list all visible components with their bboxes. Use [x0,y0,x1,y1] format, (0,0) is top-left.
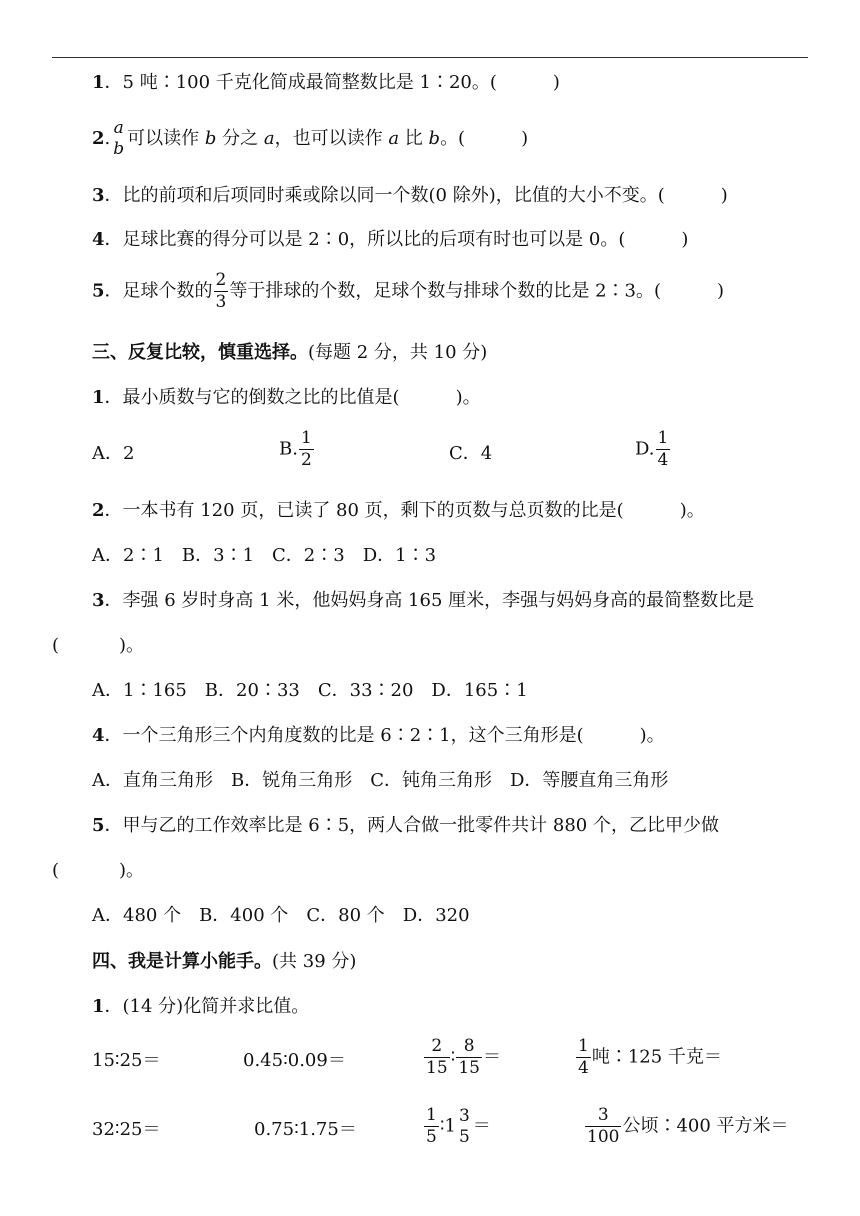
fraction: $\frac{3}{100}$ [587,1105,620,1147]
mc-5-options: A．480 个 B．400 个 C．80 个 D．320 [92,905,470,926]
item-number: 5 [92,280,105,302]
tf-item-3: 3．比的前项和后项同时乘或除以同一个数(0 除外)，比值的大小不变。( ) [92,185,728,206]
item-number: 3 [92,590,105,611]
item-text: 5 吨∶100 千克化简成最简整数比是 1∶20。( [122,72,497,93]
mc-3-continuation: ( )。 [52,635,145,656]
fraction: 3 5 [458,1105,470,1147]
calc-item-1: 1．(14 分)化简并求比值。 [92,996,310,1017]
fraction: $\frac{1}{2}$ [300,428,312,470]
item-number: 4 [92,229,105,250]
section-3-heading: 三、反复比较，慎重选择。(每题 2 分，共 10 分) [92,342,488,363]
item-text: 比的前项和后项同时乘或除以同一个数(0 除外)，比值的大小不变。( [122,185,665,206]
mc-1-option-b: B. $\frac{1}{2}$ [279,428,312,470]
mc-5-continuation: ( )。 [52,860,145,881]
calc-row1-expr4: $\frac{1}{4}$ 吨∶125 千克＝ [578,1036,722,1078]
calc-row1-expr3: $\frac{2}{15}$ ∶ $\frac{8}{15}$ ＝ [426,1036,501,1078]
tf-item-2: 2. a b 可以读作 b 分之 a，也可以读作 a 比 b。( ) [92,118,529,159]
item-number: 4 [92,725,105,746]
calc-row2-expr2: 0.75∶1.75＝ [254,1119,357,1140]
mc-2-options: A．2∶1 B．3∶1 C．2∶3 D．1∶3 [92,545,437,566]
fraction: $\frac{2}{15}$ [426,1036,448,1078]
mc-item-2: 2．一本书有 120 页，已读了 80 页，剩下的页数与总页数的比是( )。 [92,500,705,521]
mc-3-options: A．1∶165 B．20∶33 C．33∶20 D．165∶1 [92,680,528,701]
calc-row1-expr1: 15∶25＝ [92,1050,161,1071]
item-number: 1 [92,72,105,93]
calc-row2-expr3: $\frac{1}{5}$ ∶1 3 5 ＝ [426,1105,491,1147]
mc-item-1: 1．最小质数与它的倒数之比的比值是( )。 [92,387,481,408]
mc-item-3: 3．李强 6 岁时身高 1 米，他妈妈身高 165 厘米，李强与妈妈身高的最简整数比是 [92,590,755,611]
item-number: 2 [92,128,105,149]
item-number: 5 [92,815,105,836]
fraction: $\frac{2}{3}$ [215,270,227,312]
calc-row1-expr2: 0.45∶0.09＝ [243,1050,346,1071]
mc-item-4: 4．一个三角形三个内角度数的比是 6∶2∶1，这个三角形是( )。 [92,725,665,746]
item-number: 1 [92,996,105,1017]
item-text: 足球比赛的得分可以是 2∶0，所以比的后项有时也可以是 0。( [122,229,626,250]
fraction: $\frac{1}{4}$ [578,1036,589,1078]
mc-1-option-d: D. $\frac{1}{4}$ [635,428,669,470]
fraction: $\frac{8}{15}$ [458,1036,480,1078]
mc-4-options: A．直角三角形 B．锐角三角形 C．钝角三角形 D．等腰直角三角形 [92,770,669,791]
item-number: 1 [92,387,105,408]
item-number: 3 [92,185,105,206]
mc-1-option-c: C．4 [449,443,493,464]
fraction: $\frac{1}{5}$ [426,1105,437,1147]
fraction: a b [113,118,125,159]
item-number: 2 [92,500,105,521]
section-4-heading: 四、我是计算小能手。(共 39 分) [92,951,357,972]
tf-item-1: 1．5 吨∶100 千克化简成最简整数比是 1∶20。( ) [92,72,560,93]
tf-item-4: 4．足球比赛的得分可以是 2∶0，所以比的后项有时也可以是 0。( ) [92,229,689,250]
fraction: $\frac{1}{4}$ [657,428,669,470]
tf-item-5: 5．足球个数的 $\frac{2}{3}$ 等于排球的个数，足球个数与排球个数的比是 2∶3。( ) [92,270,725,312]
header-rule [52,57,808,58]
mc-1-option-a: A．2 [92,443,135,464]
mc-item-5: 5．甲与乙的工作效率比是 6∶5，两人合做一批零件共计 880 个，乙比甲少做 [92,815,719,836]
calc-row2-expr4: $\frac{3}{100}$ 公顷∶400 平方米＝ [587,1105,789,1147]
calc-row2-expr1: 32∶25＝ [92,1119,161,1140]
